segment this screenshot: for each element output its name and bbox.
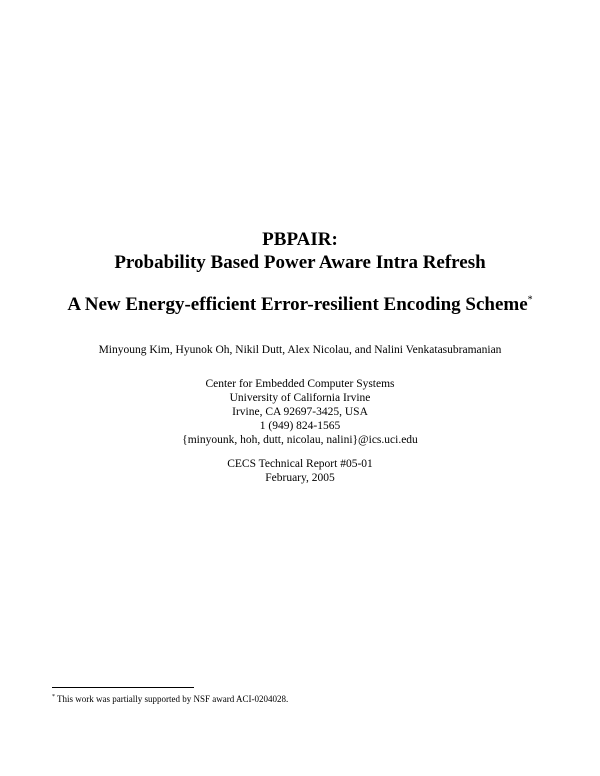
subtitle-footnote-mark: * [527, 294, 533, 306]
subtitle [0, 293, 600, 316]
affiliation-university: University of California Irvine [229, 392, 371, 404]
report-date: February, 2005 [265, 472, 335, 484]
report-block [0, 457, 600, 485]
title-line-1: PBPAIR: [262, 229, 338, 250]
affiliation-block [0, 377, 600, 447]
title-block [0, 228, 600, 274]
footnote [52, 694, 288, 705]
affiliation-emails: {minyounk, hoh, dutt, nicolau, nalini}@ics.uci.edu [182, 434, 418, 446]
subtitle-text: A New Energy-efficient Error-resilient Encoding Scheme [67, 294, 528, 315]
affiliation-city: Irvine, CA 92697-3425, USA [232, 406, 368, 418]
affiliation-phone: 1 (949) 824-1565 [259, 420, 341, 432]
footnote-text: This work was partially supported by NSF award ACI-0204028. [57, 694, 289, 704]
footnote-mark: * [52, 694, 55, 700]
report-number: CECS Technical Report #05-01 [227, 458, 373, 470]
author-list: Minyoung Kim, Hyunok Oh, Nikil Dutt, Alex Nicolau, and Nalini Venkatasubramanian [98, 344, 502, 356]
footnote-divider [52, 687, 194, 688]
affiliation-center: Center for Embedded Computer Systems [205, 378, 395, 390]
title-line-2: Probability Based Power Aware Intra Refresh [114, 252, 486, 273]
